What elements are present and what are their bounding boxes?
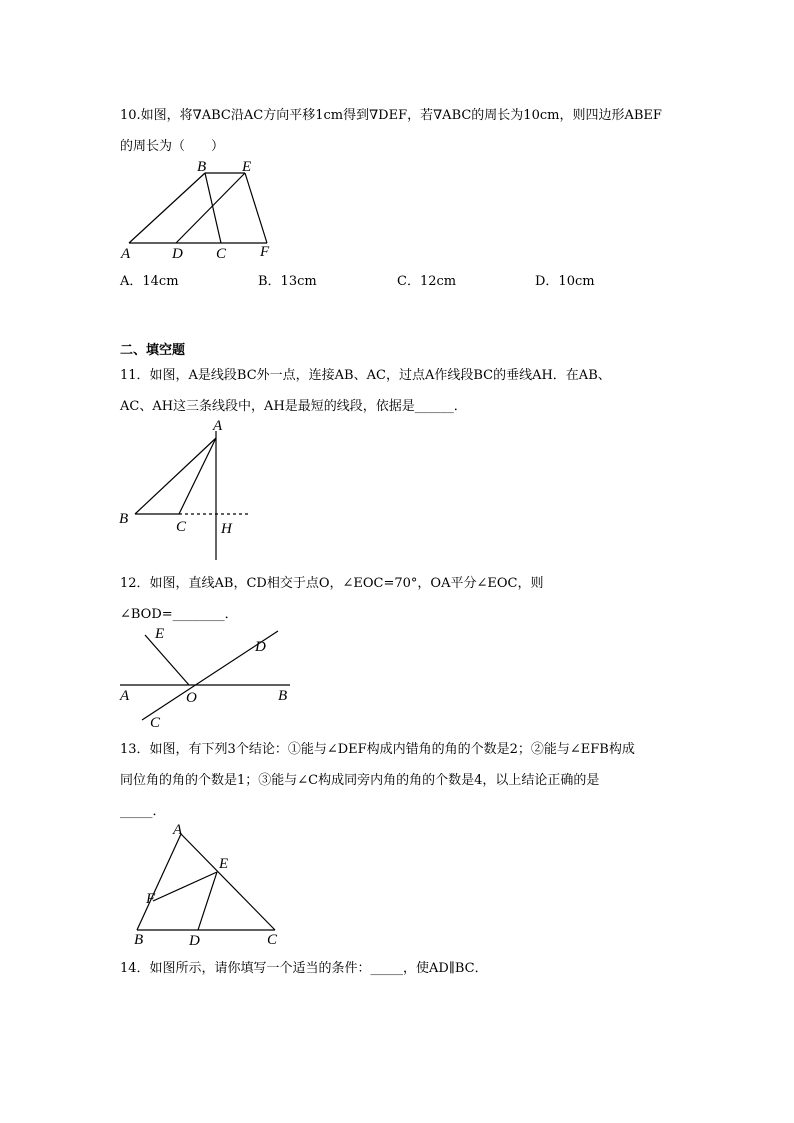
section-title-fill-blank: 二、填空题	[120, 343, 186, 358]
q12-label-d: D	[255, 639, 266, 655]
q12-label-c: C	[150, 715, 161, 731]
q10-figure	[115, 158, 285, 268]
q13-text-line1: 13．如图，有下列3个结论：①能与∠DEF构成内错角的角的个数是2；②能与∠EFB构成	[120, 742, 635, 757]
q11-label-a: A	[213, 418, 223, 434]
q10-option-c[interactable]: C．12cm	[397, 274, 457, 289]
q12-label-b: B	[278, 688, 288, 704]
q13-label-a: A	[173, 822, 183, 838]
q11-label-h: H	[221, 521, 232, 537]
q12-label-o: O	[186, 690, 197, 706]
q13-diagram	[125, 820, 285, 952]
q10-option-b[interactable]: B．13cm	[258, 274, 317, 289]
q10-diagram	[115, 158, 285, 268]
q11-text-line1: 11．如图，A是线段BC外一点，连接AB、AC，过点A作线段BC的垂线AH．在AB、	[120, 368, 611, 383]
q11-text-line2: AC、AH这三条线段中，AH是最短的线段，依据是______．	[120, 399, 467, 414]
q10-label-c: C	[216, 246, 227, 262]
q14-text-line1: 14．如图所示，请你填写一个适当的条件：_____，使AD∥BC．	[120, 961, 488, 976]
q13-figure	[125, 820, 285, 952]
q10-label-a: A	[121, 246, 131, 262]
q13-label-b: B	[134, 932, 144, 948]
q11-label-c: C	[176, 519, 187, 535]
q13-label-d: D	[189, 933, 200, 949]
q10-label-e: E	[242, 159, 252, 175]
q12-label-a: A	[120, 688, 130, 704]
q10-text-line2: 的周长为（ ）	[120, 139, 225, 154]
q10-label-d: D	[172, 246, 183, 262]
q10-option-d[interactable]: D．10cm	[535, 274, 595, 289]
q12-text-line2: ∠BOD=________．	[120, 607, 238, 622]
q12-diagram	[115, 622, 300, 732]
q12-text-line1: 12．如图，直线AB，CD相交于点O，∠EOC=70°，OA平分∠EOC，则	[120, 576, 544, 591]
q10-text-line1: 10.如图，将∇ABC沿AC方向平移1cm得到∇DEF，若∇ABC的周长为10cm，则四边形ABEF	[120, 108, 662, 123]
q11-figure	[115, 415, 255, 565]
q10-option-a[interactable]: A．14cm	[120, 274, 179, 289]
q11-diagram	[115, 415, 255, 565]
q12-figure	[115, 622, 300, 732]
q11-label-b: B	[119, 511, 129, 527]
q13-text-line2: 同位角的角的个数是1；③能与∠C构成同旁内角的角的个数是4，以上结论正确的是	[120, 773, 600, 788]
q13-label-f: F	[146, 891, 156, 907]
q13-label-e: E	[219, 856, 229, 872]
q13-label-c: C	[267, 932, 278, 948]
q10-label-f: F	[260, 244, 270, 260]
q10-label-b: B	[197, 159, 207, 175]
q13-text-line3: _____．	[120, 804, 166, 819]
q12-label-e: E	[155, 626, 165, 642]
